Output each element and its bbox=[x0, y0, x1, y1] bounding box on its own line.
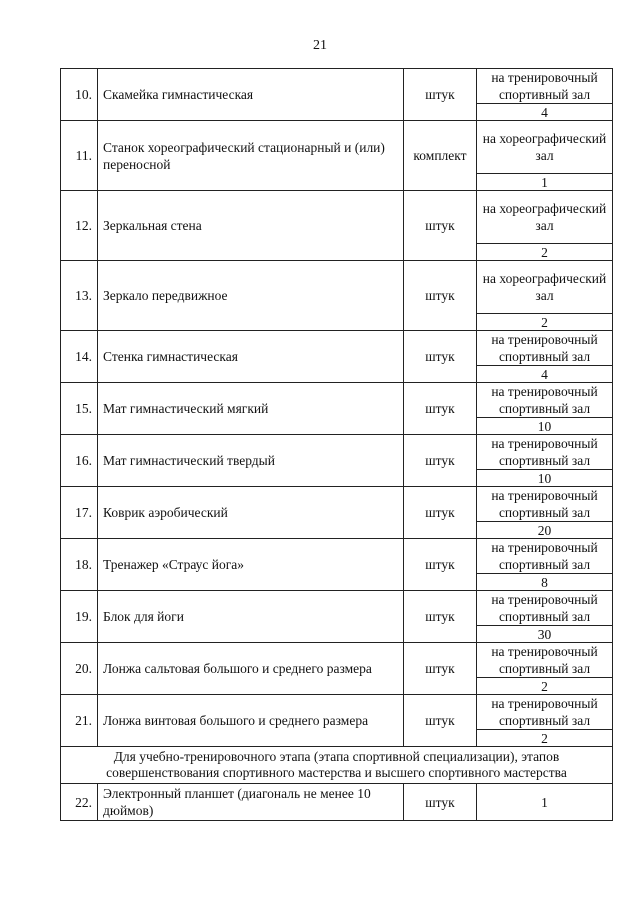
row-number: 15. bbox=[61, 383, 98, 435]
unit-of-measure: штук bbox=[404, 435, 477, 487]
placement: на тренировочный спортивный зал bbox=[477, 69, 613, 104]
table-row bbox=[61, 383, 613, 418]
unit-of-measure: штук bbox=[404, 539, 477, 591]
row-number: 14. bbox=[61, 331, 98, 383]
equipment-name: Тренажер «Страус йога» bbox=[98, 539, 404, 591]
table-row bbox=[61, 487, 613, 522]
equipment-name: Стенка гимнастическая bbox=[98, 331, 404, 383]
quantity: 20 bbox=[477, 522, 613, 539]
row-number: 17. bbox=[61, 487, 98, 539]
table-row bbox=[61, 539, 613, 574]
quantity: 4 bbox=[477, 366, 613, 383]
placement: на хореографический зал bbox=[477, 261, 613, 314]
placement: на тренировочный спортивный зал bbox=[477, 643, 613, 678]
table-row bbox=[61, 121, 613, 174]
equipment-name: Электронный планшет (диагональ не менее 10 дюймов) bbox=[98, 784, 404, 821]
quantity: 30 bbox=[477, 626, 613, 643]
equipment-name: Лонжа сальтовая большого и среднего размера bbox=[98, 643, 404, 695]
quantity: 10 bbox=[477, 418, 613, 435]
unit-of-measure: штук bbox=[404, 487, 477, 539]
placement: на тренировочный спортивный зал bbox=[477, 591, 613, 626]
page-number: 21 bbox=[313, 38, 327, 53]
unit-of-measure: штук bbox=[404, 591, 477, 643]
unit-of-measure: штук bbox=[404, 643, 477, 695]
equipment-name: Скамейка гимнастическая bbox=[98, 69, 404, 121]
equipment-name: Мат гимнастический мягкий bbox=[98, 383, 404, 435]
unit-of-measure: штук bbox=[404, 261, 477, 331]
section-row bbox=[61, 747, 613, 784]
quantity: 2 bbox=[477, 678, 613, 695]
equipment-name: Станок хореографический стационарный и (или) переносной bbox=[98, 121, 404, 191]
unit-of-measure: штук bbox=[404, 331, 477, 383]
row-number: 12. bbox=[61, 191, 98, 261]
placement: на тренировочный спортивный зал bbox=[477, 539, 613, 574]
table-row bbox=[61, 191, 613, 244]
placement: на хореографический зал bbox=[477, 121, 613, 174]
quantity: 2 bbox=[477, 314, 613, 331]
table-row bbox=[61, 784, 613, 821]
unit-of-measure: комплект bbox=[404, 121, 477, 191]
quantity: 1 bbox=[477, 784, 613, 821]
row-number: 20. bbox=[61, 643, 98, 695]
row-number: 21. bbox=[61, 695, 98, 747]
equipment-name: Мат гимнастический твердый bbox=[98, 435, 404, 487]
table-row bbox=[61, 261, 613, 314]
quantity: 1 bbox=[477, 174, 613, 191]
unit-of-measure: штук bbox=[404, 383, 477, 435]
quantity: 2 bbox=[477, 730, 613, 747]
unit-of-measure: штук bbox=[404, 69, 477, 121]
placement: на тренировочный спортивный зал bbox=[477, 331, 613, 366]
row-number: 19. bbox=[61, 591, 98, 643]
quantity: 8 bbox=[477, 574, 613, 591]
placement: на тренировочный спортивный зал bbox=[477, 695, 613, 730]
placement: на тренировочный спортивный зал bbox=[477, 487, 613, 522]
placement: на тренировочный спортивный зал bbox=[477, 383, 613, 418]
table-row bbox=[61, 331, 613, 366]
table-row bbox=[61, 69, 613, 104]
row-number: 22. bbox=[61, 784, 98, 821]
row-number: 13. bbox=[61, 261, 98, 331]
unit-of-measure: штук bbox=[404, 695, 477, 747]
placement: на хореографический зал bbox=[477, 191, 613, 244]
table-row bbox=[61, 435, 613, 470]
row-number: 18. bbox=[61, 539, 98, 591]
row-number: 16. bbox=[61, 435, 98, 487]
unit-of-measure: штук bbox=[404, 784, 477, 821]
table-row bbox=[61, 695, 613, 730]
equipment-name: Зеркало передвижное bbox=[98, 261, 404, 331]
placement: на тренировочный спортивный зал bbox=[477, 435, 613, 470]
table-row bbox=[61, 643, 613, 678]
row-number: 10. bbox=[61, 69, 98, 121]
equipment-name: Коврик аэробический bbox=[98, 487, 404, 539]
quantity: 4 bbox=[477, 104, 613, 121]
equipment-name: Блок для йоги bbox=[98, 591, 404, 643]
quantity: 10 bbox=[477, 470, 613, 487]
row-number: 11. bbox=[61, 121, 98, 191]
section-heading: Для учебно-тренировочного этапа (этапа спортивной специализации), этапов совершенствования спортивного мастерства и высшего спортивного мастерства bbox=[61, 747, 613, 784]
table-row bbox=[61, 591, 613, 626]
quantity: 2 bbox=[477, 244, 613, 261]
unit-of-measure: штук bbox=[404, 191, 477, 261]
equipment-table bbox=[60, 68, 613, 821]
equipment-name: Зеркальная стена bbox=[98, 191, 404, 261]
equipment-name: Лонжа винтовая большого и среднего размера bbox=[98, 695, 404, 747]
